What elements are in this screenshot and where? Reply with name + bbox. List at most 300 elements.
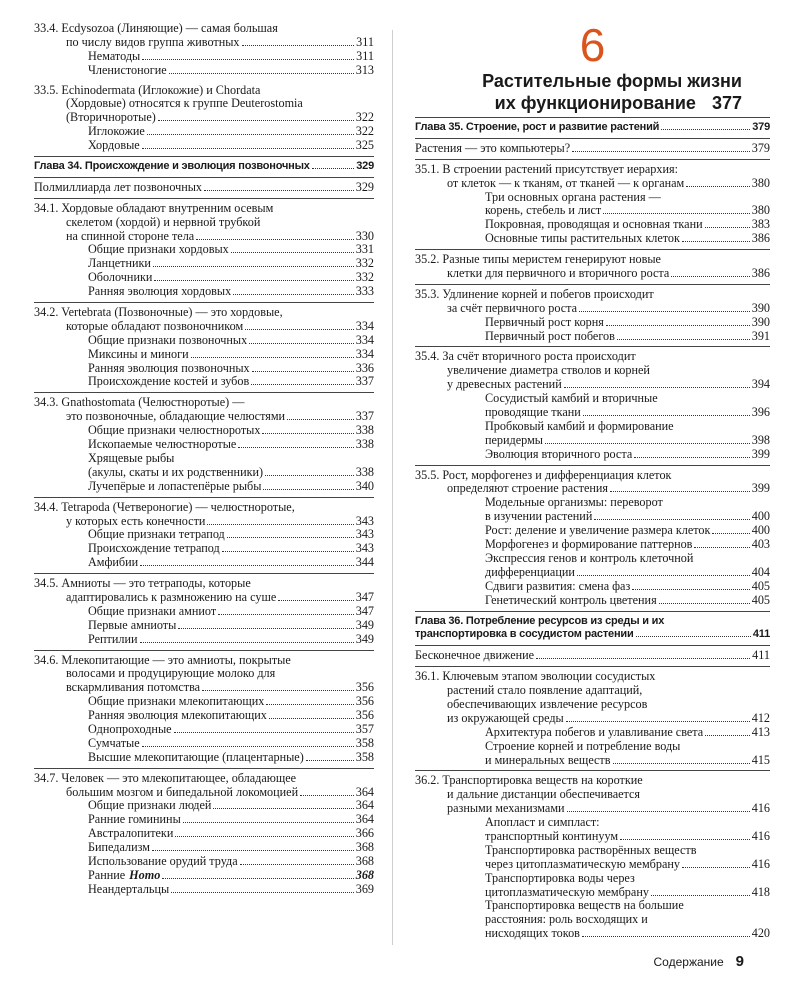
dot-leader	[300, 795, 354, 796]
toc-line	[415, 649, 770, 663]
toc-line	[34, 84, 374, 98]
toc-line	[34, 22, 374, 36]
toc-line-text: Амфибии	[88, 555, 139, 570]
toc-line-text: Оболочники	[88, 270, 153, 285]
toc-page-number: 329	[355, 179, 374, 194]
toc-page-number: 416	[751, 856, 770, 871]
toc-entry	[34, 84, 374, 153]
toc-line	[415, 802, 770, 816]
toc-line-text: из окружающей среды	[447, 710, 564, 725]
toc-line	[34, 633, 374, 647]
toc-page-number: 386	[751, 231, 770, 246]
toc-line-text: Транспортировка веществ на большие	[485, 898, 684, 913]
toc-line	[34, 396, 374, 410]
toc-line	[415, 552, 770, 566]
toc-page-number: 322	[355, 110, 374, 125]
toc-line-text: Строение корней и потребление воды	[485, 738, 681, 753]
toc-line	[34, 528, 374, 542]
dot-leader	[287, 419, 354, 420]
toc-line	[415, 566, 770, 580]
toc-line-text: Происхождение костей и зубов	[88, 374, 250, 389]
toc-line-text: 34.1. Хордовые обладают внутренним осевым	[34, 200, 274, 215]
section-rule	[415, 249, 770, 250]
dot-leader	[566, 721, 750, 722]
toc-line-text: и минеральных веществ	[485, 752, 611, 767]
dot-leader	[174, 732, 354, 733]
toc-line-text: Высшие млекопитающие (плацентарные)	[88, 749, 304, 764]
section-rule	[415, 666, 770, 667]
dot-leader	[142, 148, 354, 149]
toc-line-text: (акулы, скаты и их родственники)	[88, 464, 264, 479]
dot-leader	[169, 73, 354, 74]
toc-line	[34, 111, 374, 125]
toc-line-text: Экспрессия генов и контроль клеточной	[485, 550, 694, 565]
toc-line-text: 34.7. Человек — это млекопитающее, обладающее	[34, 770, 297, 785]
toc-line-text: это позвоночные, обладающие челюстями	[66, 409, 286, 424]
dot-leader	[671, 276, 749, 277]
toc-line-text: транспортировка в сосудистом растении	[415, 628, 634, 641]
dot-leader	[265, 475, 354, 476]
toc-page-number: 412	[751, 710, 770, 725]
toc-line	[34, 334, 374, 348]
dot-leader	[158, 120, 354, 121]
toc-line	[34, 619, 374, 633]
toc-line-text: перидермы	[485, 432, 543, 447]
toc-line-text: Пробковый камбий и формирование	[485, 418, 674, 433]
toc-line	[34, 723, 374, 737]
dot-leader	[613, 763, 750, 764]
toc-page-number: 399	[751, 481, 770, 496]
toc-line	[415, 788, 770, 802]
toc-page-number: 343	[355, 527, 374, 542]
toc-page-number: 404	[751, 564, 770, 579]
toc-page-number: 344	[355, 555, 374, 570]
toc-line	[34, 320, 374, 334]
toc-line-text: Покровная, проводящая и основная ткани	[485, 217, 703, 232]
toc-line	[34, 751, 374, 765]
dot-leader	[142, 746, 354, 747]
toc-line	[415, 698, 770, 712]
toc-line-text: от клеток — к тканям, от тканей — к органам	[447, 175, 685, 190]
toc-left-column	[34, 22, 374, 897]
dot-leader	[312, 168, 355, 169]
toc-line-text: Австралопитеки	[88, 826, 174, 841]
toc-line-text: дифференциации	[485, 564, 575, 579]
dot-leader	[242, 45, 355, 46]
toc-page-number: 356	[355, 694, 374, 709]
dot-leader	[564, 387, 750, 388]
toc-page-number: 358	[355, 735, 374, 750]
toc-line	[34, 827, 374, 841]
toc-line	[34, 348, 374, 362]
toc-line	[415, 420, 770, 434]
toc-page-number: 400	[751, 523, 770, 538]
dot-leader	[227, 537, 354, 538]
toc-page-number: 405	[751, 592, 770, 607]
toc-line-text: большим мозгом и бипедальной локомоцией	[66, 784, 299, 799]
toc-page-number: 330	[355, 228, 374, 243]
toc-page-number: 338	[355, 423, 374, 438]
toc-line-text: Нематоды	[88, 48, 141, 63]
toc-line-text: Ранняя эволюция хордовых	[88, 284, 232, 299]
dot-leader	[240, 864, 354, 865]
toc-line	[415, 191, 770, 205]
section-rule	[415, 770, 770, 771]
toc-entry	[34, 396, 374, 493]
dot-leader	[577, 575, 750, 576]
toc-line	[415, 886, 770, 900]
toc-line-text: 34.4. Tetrapoda (Четвероногие) — челюстноротые,	[34, 499, 295, 514]
toc-line	[34, 681, 374, 695]
toc-line	[415, 726, 770, 740]
toc-line	[415, 496, 770, 510]
toc-line-text: Миксины и миноги	[88, 346, 189, 361]
toc-line	[34, 97, 374, 111]
toc-page-number: 356	[355, 708, 374, 723]
toc-line-text: Архитектура побегов и улавливание света	[485, 724, 704, 739]
dot-leader	[694, 547, 749, 548]
toc-line	[415, 594, 770, 608]
toc-entry	[415, 670, 770, 767]
toc-line	[34, 50, 374, 64]
toc-line-text: 34.2. Vertebrata (Позвоночные) — это хордовые,	[34, 305, 283, 320]
toc-line	[415, 392, 770, 406]
toc-page-number: 364	[355, 812, 374, 827]
toc-line-text: Основные типы растительных клеток	[485, 231, 680, 246]
toc-page-number: 411	[752, 648, 770, 663]
toc-right-body	[415, 117, 770, 941]
toc-line-emphasis: Homo	[129, 867, 161, 882]
toc-line	[415, 740, 770, 754]
toc-line	[34, 654, 374, 668]
toc-line-text: Общие признаки позвоночных	[88, 332, 248, 347]
toc-line-text: адаптировались к размножению на суше	[66, 589, 277, 604]
toc-line	[34, 230, 374, 244]
toc-entry	[34, 654, 374, 765]
toc-line-text: через цитоплазматическую мембрану	[485, 856, 680, 871]
toc-page-number: 386	[751, 266, 770, 281]
toc-line-text: Однопроходные	[88, 721, 172, 736]
toc-page-number: 400	[751, 509, 770, 524]
dot-leader	[196, 239, 354, 240]
toc-line	[415, 913, 770, 927]
dot-leader	[536, 658, 750, 659]
dot-leader	[213, 808, 353, 809]
section-rule	[415, 645, 770, 646]
dot-leader	[661, 129, 750, 130]
toc-page-number: 347	[355, 589, 374, 604]
toc-page-number: 391	[751, 328, 770, 343]
toc-line-text: которые обладают позвоночником	[66, 318, 244, 333]
section-rule	[415, 611, 770, 612]
toc-line	[34, 591, 374, 605]
dot-leader	[249, 343, 354, 344]
toc-page-number: 380	[751, 175, 770, 190]
toc-line-text: Растения — это компьютеры?	[415, 140, 571, 155]
part-page-number: 377	[711, 93, 742, 113]
dot-leader	[183, 822, 354, 823]
toc-line-text: за счёт первичного роста	[447, 300, 578, 315]
toc-line-text: 36.2. Транспортировка веществ на короткие	[415, 773, 643, 788]
toc-line-text: Происхождение тетрапод	[88, 541, 220, 556]
toc-line	[415, 844, 770, 858]
toc-line	[415, 378, 770, 392]
toc-line	[415, 816, 770, 830]
toc-page-number: 337	[355, 374, 374, 389]
dot-leader	[579, 311, 750, 312]
toc-line-text: Бипедализм	[88, 840, 150, 855]
toc-page-number: 329	[356, 160, 374, 173]
toc-line-text: разными механизмами	[447, 801, 565, 816]
toc-line	[415, 774, 770, 788]
dot-leader	[620, 839, 750, 840]
toc-entry	[34, 501, 374, 570]
toc-right-column	[415, 19, 770, 941]
toc-entry	[415, 142, 770, 156]
toc-line-text: Полмиллиарда лет позвоночных	[34, 179, 203, 194]
toc-line-text: у древесных растений	[447, 377, 562, 392]
section-rule	[34, 497, 374, 498]
toc-page-number: 332	[355, 256, 374, 271]
toc-line-text: Общие признаки людей	[88, 798, 212, 813]
toc-line-text: увеличение диаметра стволов и корней	[447, 363, 650, 378]
page-number: 9	[735, 953, 744, 970]
toc-line	[415, 628, 770, 642]
dot-leader	[140, 565, 354, 566]
dot-leader	[152, 850, 354, 851]
toc-line-text: клетки для первичного и вторичного роста	[447, 266, 670, 281]
toc-page-number: 349	[355, 617, 374, 632]
toc-line-text: 33.4. Ecdysozoa (Линяющие) — самая большая	[34, 21, 278, 35]
toc-line	[34, 869, 374, 883]
dot-leader	[634, 457, 749, 458]
dot-leader	[202, 690, 354, 691]
toc-line	[34, 786, 374, 800]
toc-line	[415, 302, 770, 316]
dot-leader	[252, 371, 354, 372]
dot-leader	[251, 384, 353, 385]
toc-page-number: 390	[751, 314, 770, 329]
dot-leader	[636, 636, 751, 637]
toc-line	[34, 438, 374, 452]
toc-line	[34, 452, 374, 466]
toc-line	[34, 216, 374, 230]
toc-entry	[415, 469, 770, 608]
toc-page-number: 399	[751, 446, 770, 461]
toc-line	[415, 482, 770, 496]
toc-line	[415, 580, 770, 594]
toc-page-number: 338	[355, 437, 374, 452]
toc-line-text: и дальние дистанции обеспечивается	[447, 787, 641, 802]
toc-line-text: Сосудистый камбий и вторичные	[485, 391, 658, 406]
toc-page-number: 331	[355, 242, 374, 257]
section-rule	[415, 117, 770, 118]
dot-leader	[594, 519, 749, 520]
toc-line	[415, 142, 770, 156]
section-rule	[415, 465, 770, 466]
toc-page-number: 394	[751, 377, 770, 392]
toc-line-text: Первичный рост корня	[485, 314, 604, 329]
toc-entry	[415, 288, 770, 344]
toc-line-text: Использование орудий труда	[88, 853, 238, 868]
toc-line	[34, 424, 374, 438]
toc-page-number: 357	[355, 721, 374, 736]
toc-line	[34, 375, 374, 389]
toc-entry	[415, 350, 770, 461]
toc-line	[415, 524, 770, 538]
toc-line	[415, 204, 770, 218]
toc-line-text: Глава 36. Потребление ресурсов из среды и их	[415, 614, 665, 627]
footer-label: Содержание	[653, 955, 724, 969]
toc-line-text: транспортный континуум	[485, 828, 619, 843]
column-divider	[392, 30, 393, 945]
toc-line-text: Рост: деление и увеличение размера клеток	[485, 523, 711, 538]
toc-line-text: Общие признаки амниот	[88, 603, 217, 618]
toc-page-number: 356	[355, 680, 374, 695]
dot-leader	[233, 294, 354, 295]
toc-line	[415, 364, 770, 378]
section-rule	[415, 346, 770, 347]
toc-line	[415, 927, 770, 941]
toc-line	[415, 253, 770, 267]
toc-line	[34, 139, 374, 153]
toc-line	[34, 542, 374, 556]
toc-line	[34, 695, 374, 709]
toc-line	[415, 177, 770, 191]
toc-line-text: Ланцетники	[88, 256, 151, 271]
toc-line-text: Ранняя эволюция позвоночных	[88, 360, 250, 375]
toc-line-text: 34.5. Амниоты — это тетраподы, которые	[34, 576, 251, 591]
section-rule	[34, 198, 374, 199]
toc-line-text: Транспортировка воды через	[485, 870, 635, 885]
toc-line	[34, 306, 374, 320]
toc-line	[34, 64, 374, 78]
toc-line	[415, 406, 770, 420]
toc-page-number: 369	[355, 881, 374, 896]
toc-line-text: Ископаемые челюстноротые	[88, 437, 237, 452]
toc-page-number: 332	[355, 270, 374, 285]
toc-page-number: 338	[355, 464, 374, 479]
toc-line-text: вскармливания потомства	[66, 680, 201, 695]
dot-leader	[583, 415, 750, 416]
toc-page-number: 311	[356, 48, 374, 63]
toc-line	[34, 410, 374, 424]
toc-line	[415, 712, 770, 726]
toc-line-text: Ранние гоминины	[88, 812, 181, 827]
toc-line-text: волосами и продуцирующие молоко для	[66, 666, 276, 681]
toc-line-text: Лучепёрые и лопастепёрые рыбы	[88, 478, 262, 493]
toc-line-text: Рептилии	[88, 631, 138, 646]
toc-line	[34, 271, 374, 285]
section-rule	[34, 156, 374, 157]
toc-line	[415, 469, 770, 483]
dot-leader	[682, 241, 750, 242]
toc-line	[34, 772, 374, 786]
toc-line-text: 35.4. За счёт вторичного роста происходит	[415, 349, 636, 364]
toc-line	[34, 480, 374, 494]
dot-leader	[603, 213, 749, 214]
section-rule	[34, 302, 374, 303]
dot-leader	[269, 718, 354, 719]
toc-line	[415, 670, 770, 684]
dot-leader	[262, 433, 353, 434]
toc-page-number: 336	[355, 360, 374, 375]
dot-leader	[222, 551, 354, 552]
dot-leader	[582, 936, 750, 937]
dot-leader	[147, 134, 354, 135]
toc-line-text: (Хордовые) относятся к группе Deuterostomia	[66, 96, 303, 111]
toc-page-number: 413	[751, 724, 770, 739]
toc-page-number: 313	[355, 62, 374, 77]
dot-leader	[567, 811, 750, 812]
toc-page-number: 380	[751, 203, 770, 218]
toc-line-text: Ранняя эволюция млекопитающих	[88, 708, 267, 723]
toc-line	[34, 243, 374, 257]
dot-leader	[617, 339, 750, 340]
toc-line	[415, 267, 770, 281]
toc-line-text: Глава 34. Происхождение и эволюция позвоночных	[34, 160, 310, 173]
dot-leader	[651, 895, 750, 896]
toc-page-number: 411	[752, 628, 770, 641]
toc-entry	[415, 253, 770, 281]
toc-line-text: Транспортировка растворённых веществ	[485, 842, 697, 857]
toc-entry	[34, 306, 374, 389]
toc-entry	[415, 163, 770, 246]
dot-leader	[659, 603, 750, 604]
toc-page-number: 390	[751, 300, 770, 315]
part-title-line1: Растительные формы жизни	[482, 71, 742, 91]
toc-line-text: Три основных органа растения —	[485, 189, 661, 204]
toc-page-number: 325	[355, 138, 374, 153]
dot-leader	[278, 600, 353, 601]
dot-leader	[238, 447, 353, 448]
toc-page-number: 343	[355, 541, 374, 556]
toc-line-text: Общие признаки челюстноротых	[88, 423, 261, 438]
toc-line	[34, 257, 374, 271]
toc-line	[415, 538, 770, 552]
toc-line	[34, 883, 374, 897]
toc-line-text: Модельные организмы: переворот	[485, 495, 663, 510]
toc-line-text: 34.3. Gnathostomata (Челюстноротые) —	[34, 395, 245, 410]
dot-leader	[705, 735, 750, 736]
toc-line	[415, 872, 770, 886]
toc-line-text: проводящие ткани	[485, 405, 581, 420]
toc-line	[34, 202, 374, 216]
dot-leader	[204, 190, 354, 191]
toc-line-text: Сдвиги развития: смена фаз	[485, 578, 631, 593]
toc-line-text: 33.5. Echinodermata (Иглокожие) и Chordata	[34, 82, 261, 97]
toc-entry	[34, 772, 374, 897]
toc-line	[415, 288, 770, 302]
toc-page-number: 379	[751, 140, 770, 155]
toc-page-number: 334	[355, 318, 374, 333]
toc-page-number: 347	[355, 603, 374, 618]
part-number: 6	[579, 19, 606, 71]
dot-leader	[175, 836, 353, 837]
toc-line-text: на спинной стороне тела	[66, 228, 195, 243]
toc-line	[34, 160, 374, 174]
toc-line	[34, 501, 374, 515]
chapter-heading	[415, 121, 770, 135]
toc-page-number: 364	[355, 798, 374, 813]
toc-line-text: определяют строение растения	[447, 481, 609, 496]
toc-page-number: 311	[356, 34, 374, 49]
toc-line-text: Ранние	[88, 867, 126, 882]
toc-line-text: Неандертальцы	[88, 881, 170, 896]
toc-page-number: 416	[751, 801, 770, 816]
dot-leader	[154, 280, 353, 281]
dot-leader	[171, 892, 354, 893]
